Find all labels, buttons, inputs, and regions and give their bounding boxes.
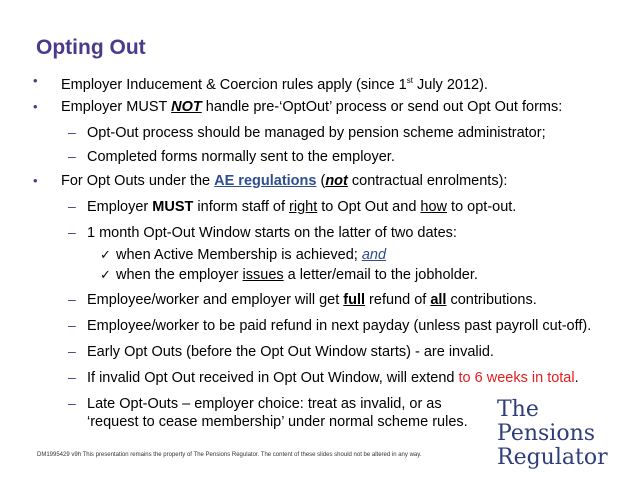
bullet-inducement: Employer Inducement & Coercion rules apply (since 1st July 2012). <box>61 76 488 93</box>
sub-full-refund: Employee/worker and employer will get full refund of all contributions. <box>87 292 537 308</box>
sub-optout-process: Opt-Out process should be managed by pension scheme administrator; <box>87 125 546 141</box>
logo-line1: The Pensions <box>497 397 596 446</box>
dash-icon: – <box>68 317 76 333</box>
dash-icon: – <box>68 148 76 164</box>
pensions-regulator-logo <box>497 398 638 470</box>
sub-early-optouts: Early Opt Outs (before the Opt Out Window starts) - are invalid. <box>87 344 494 360</box>
sub-late-optouts-line1: Late Opt-Outs – employer choice: treat as invalid, or as <box>87 396 442 412</box>
dash-icon: – <box>68 198 76 214</box>
slide-title: Opting Out <box>36 36 146 59</box>
bullet-ae-regulations: For Opt Outs under the AE regulations (not contractual enrolments): <box>61 173 508 189</box>
dash-icon: – <box>68 224 76 240</box>
footer-notice: DM1995429 v9h This presentation remains the property of The Pensions Regulator. The content of these slides should not be altered in any way. <box>37 452 422 458</box>
dash-icon: – <box>68 124 76 140</box>
sub-employer-must-inform: Employer MUST inform staff of right to Opt Out and how to opt-out. <box>87 199 517 215</box>
check-employer-issues: when the employer issues a letter/email to the jobholder. <box>116 267 478 283</box>
sub-refund-next-payday: Employee/worker to be paid refund in next payday (unless past payroll cut-off). <box>87 318 592 334</box>
dash-icon: – <box>68 291 76 307</box>
checkmark-icon: ✓ <box>100 247 111 262</box>
dash-icon: – <box>68 343 76 359</box>
sub-late-optouts-line2: ‘request to cease membership’ under normal scheme rules. <box>87 414 468 430</box>
dash-icon: – <box>68 369 76 385</box>
logo-line2: Regulator <box>497 445 608 470</box>
sub-invalid-optout: If invalid Opt Out received in Opt Out Window, will extend to 6 weeks in total. <box>87 370 579 386</box>
checkmark-icon: ✓ <box>100 267 111 282</box>
sub-completed-forms: Completed forms normally sent to the employer. <box>87 149 395 165</box>
bullet-employer-must-not: Employer MUST NOT handle pre-‘OptOut’ process or send out Opt Out forms: <box>61 99 563 115</box>
check-active-membership: when Active Membership is achieved; and <box>116 247 387 263</box>
sub-optout-window: 1 month Opt-Out Window starts on the latter of two dates: <box>87 225 457 241</box>
dash-icon: – <box>68 395 76 411</box>
bullet-icon: • <box>33 99 38 114</box>
bullet-icon: • <box>33 173 38 188</box>
bullet-icon: • <box>33 73 38 88</box>
